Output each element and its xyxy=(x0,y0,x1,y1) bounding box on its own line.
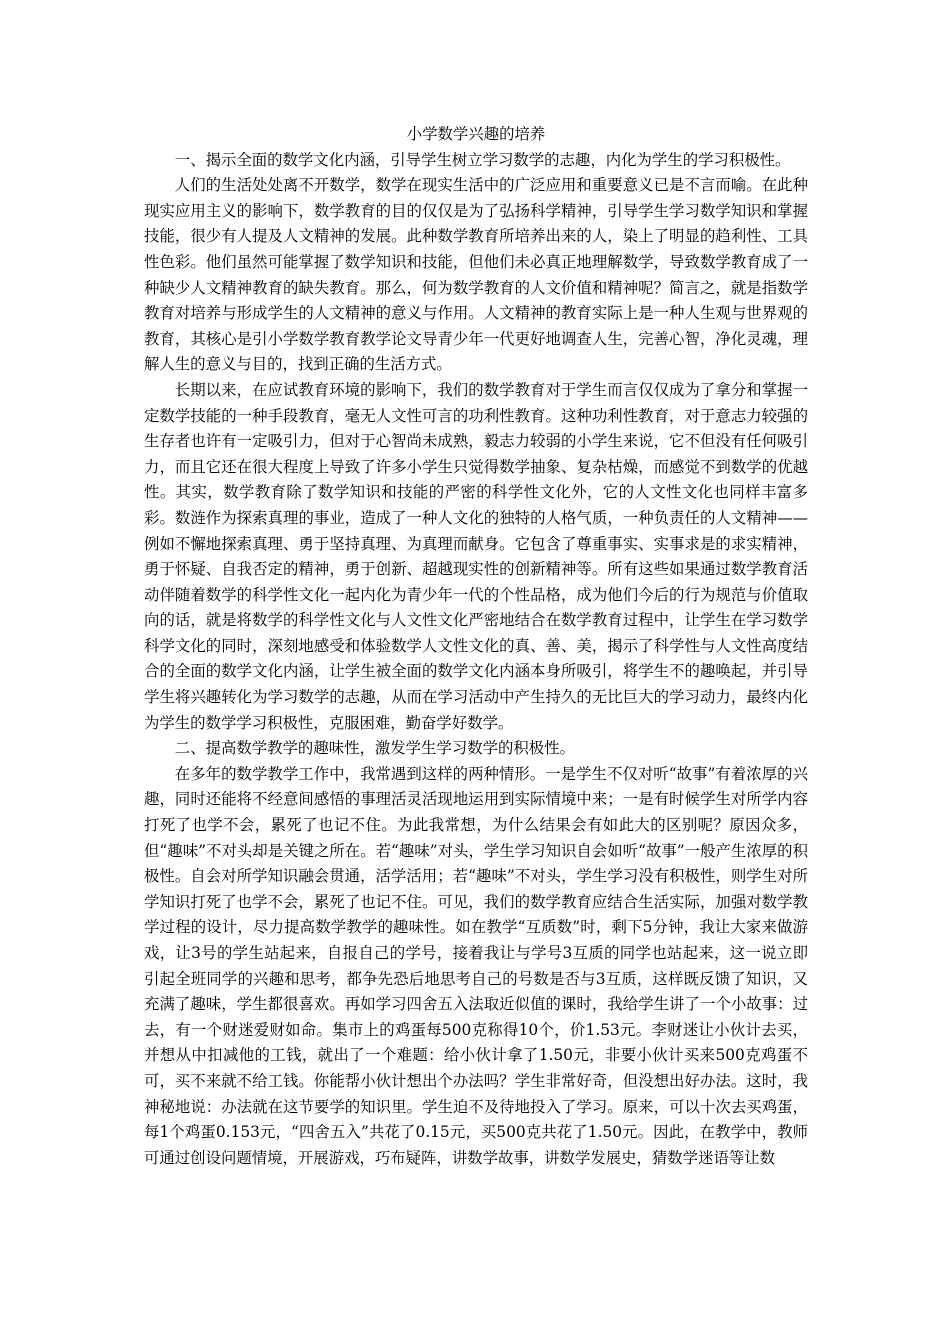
body-paragraph: 长期以来，在应试教育环境的影响下，我们的数学教育对于学生而言仅仅成为了拿分和掌握一定数学技能的一种手段教育，毫无人文性可言的功利性教育。这种功利性教育，对于意志力较强的生存者也许有一定吸引力，但对于心智尚未成熟，毅志力较弱的小学生来说，它不但没有任何吸引力，而且它还在很大程度上导致了许多小学生只觉得数学抽象、复杂枯燥，而感觉不到数学的优越性。其实，数学教育除了数学知识和技能的严密的科学性文化外，它的人文性文化也同样丰富多彩。数涟作为探索真理的事业，造成了一种人文化的独特的人格气质，一种负责任的人文精神——例如不懈地探索真理、勇于坚持真理、为真理而献身。它包含了尊重事实、实事求是的求实精神，勇于怀疑、自我否定的精神，勇于创新、超越现实性的创新精神等。所有这些如果通过数学教育活动伴随着数学的科学性文化一起内化为青少年一代的个性品格，成为他们今后的行为规范与价值取向的话，就是将数学的科学性文化与人文性文化严密地结合在数学教育过程中，让学生在学习数学科学文化的同时，深刻地感受和体验数学人文性文化的真、善、美，揭示了科学性与人文性高度结合的全面的数学文化内涵，让学生被全面的数学文化内涵本身所吸引，将学生不的趣唤起，并引导学生将兴趣转化为学习数学的志趣，从而在学习活动中产生持久的无比巨大的学习动力，最终内化为学生的数学学习积极性，克服困难，勤奋学好数学。 xyxy=(144,380,808,732)
section-heading-1: 一、揭示全面的数学文化内涵，引导学生树立学习数学的志趣，内化为学生的学习积极性。 xyxy=(174,150,791,169)
document-page xyxy=(144,122,808,1171)
section-heading-2: 二、提高数学教学的趣味性，激发学生学习数学的积极性。 xyxy=(174,739,575,758)
body-paragraph: 在多年的数学教学工作中，我常遇到这样的两种情形。一是学生不仅对听“故事”有着浓厚的兴趣，同时还能将不经意间感悟的事理活灵活现地运用到实际情境中来；一是有时候学生对所学内容打死了也学不会，累死了也记不住。为此我常想，为什么结果会有如此大的区别呢？原因众多，但“趣味”不对头却是关键之所在。若“趣味”对头，学生学习知识自会如听“故事”一般产生浓厚的积极性。自会对所学知识融会贯通，活学活用；若“趣味”不对头，学生学习没有积极性，则学生对所学知识打死了也学不会，累死了也记不住。可见，我们的数学教育应结合生活实际，加强对数学教学过程的设计，尽力提高数学教学的趣味性。如在教学“互质数”时，剩下5分钟，我让大家来做游戏，让3号的学生站起来，自报自己的学号，接着我让与学号3互质的同学也站起来，这一说立即引起全班同学的兴趣和思考，都争先恐后地思考自己的号数是否与3互质，这样既反馈了知识，又充满了趣味，学生都很喜欢。再如学习四舍五入法取近似值的课时，我给学生讲了一个小故事：过去，有一个财迷爱财如命。集市上的鸡蛋每500克称得10个，价1.53元。李财迷让小伙计去买，并想从中扣减他的工钱，就出了一个难题：给小伙计拿了1.50元，非要小伙计买来500克鸡蛋不可，买不来就不给工钱。你能帮小伙计想出个办法吗？学生非常好奇，但没想出好办法。这时，我神秘地说：办法就在这节要学的知识里。学生迫不及待地投入了学习。原来，可以十次去买鸡蛋，每1个鸡蛋0.153元，“四舍五入”共花了0.15元，买500克共花了1.50元。因此，在教学中，教师可通过创设问题情境，开展游戏，巧布疑阵，讲数学故事，讲数学发展史，猜数学迷语等让数 xyxy=(144,764,808,1167)
body-paragraph: 人们的生活处处离不开数学，数学在现实生活中的广泛应用和重要意义已是不言而喻。在此种现实应用主义的影响下，数学教育的目的仅仅是为了弘扬科学精神，引导学生学习数学知识和掌握技能，很少有人提及人文精神的发展。此种数学教育所培养出来的人，染上了明显的趋利性、工具性色彩。他们虽然可能掌握了数学知识和技能，但他们未必真正地理解数学，导致数学教育成了一种缺少人文精神教育的缺失教育。那么，何为数学教育的人文价值和精神呢？简言之，就是指数学教育对培养与形成学生的人文精神的意义与作用。人文精神的教育实际上是一种人生观与世界观的教育，其核心是引小学数学教育教学论文导青少年一代更好地调查人生，完善心智，净化灵魂，理解人生的意义与目的，找到正确的生活方式。 xyxy=(144,176,808,374)
document-title: 小学数学兴趣的培养 xyxy=(406,125,546,143)
